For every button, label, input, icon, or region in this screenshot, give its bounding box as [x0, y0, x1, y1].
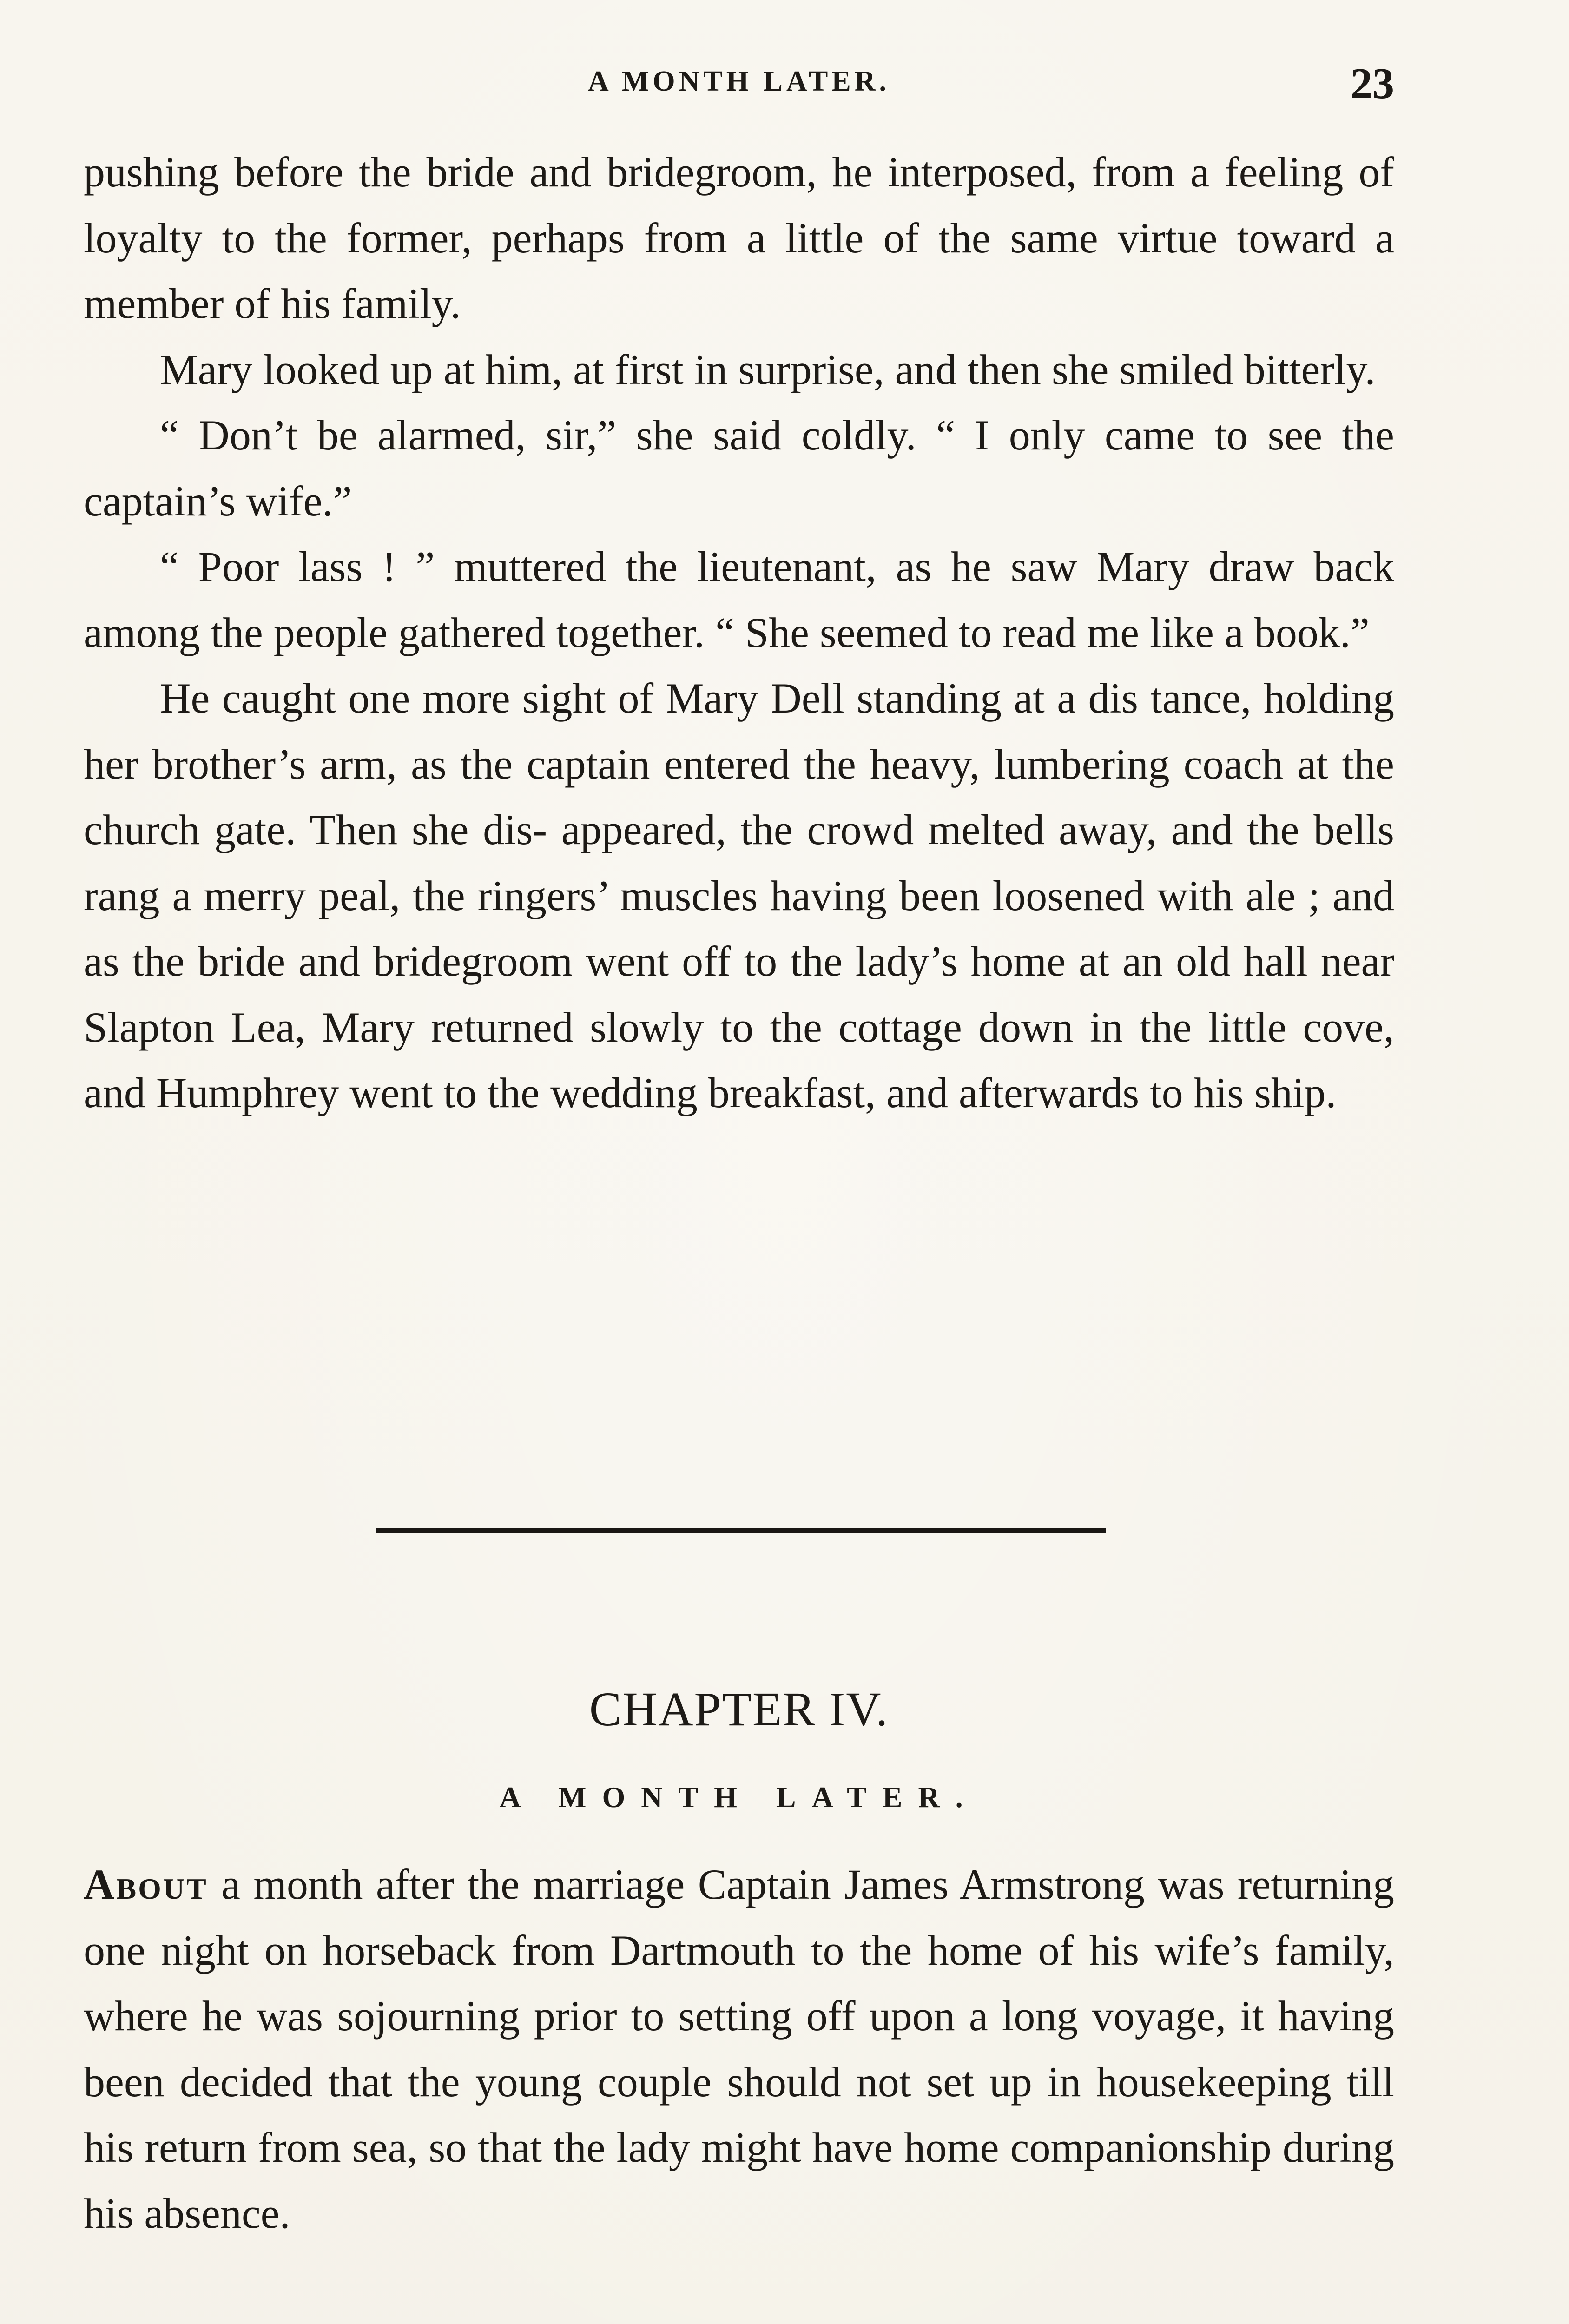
running-head	[84, 59, 1394, 110]
paragraph-5: He caught one more sight of Mary Dell standing at a dis tance, holding her brother’s arm, as the captain entered the heavy, lumbering coach at the church gate. Then she dis- appeared, the crowd melted away, and the bells rang a merry peal, the ringers’ muscles having been loosened with ale ; and as the bride and bridegroom went off to the lady’s home at an old hall near Slapton Lea, Mary returned slowly to the cottage down in the little cove, and Humphrey went to the wedding breakfast, and afterwards to his ship.	[84, 674, 1394, 1116]
paragraph-4: “ Poor lass ! ” muttered the lieutenant, as he saw Mary draw back among the people gathered together. “ She seemed to read me like a book.”	[84, 543, 1394, 656]
section-divider-rule	[376, 1528, 1106, 1533]
body-text	[84, 139, 1394, 1126]
paragraph-1: pushing before the bride and bridegroom, he interposed, from a feeling of loyalty to the former, perhaps from a little of the same virtue toward a member of his family.	[84, 148, 1394, 327]
page-number: 23	[1351, 59, 1394, 108]
running-title: A MONTH LATER.	[588, 66, 890, 97]
paragraph-3: “ Don’t be alarmed, sir,” she said coldly. “ I only came to see the captain’s wife.”	[84, 411, 1394, 525]
chapter-opening-text: a month after the marriage Captain James Armstrong was returning one night on horseback from Dartmouth to the home of his wife’s family, where he was sojourning prior to setting off upon a long voyage, it having been decided that the young couple should not set up in housekeeping till his return from sea, so that the lady might have home companionship during his absence.	[84, 1861, 1394, 2237]
chapter-subtitle: A MONTH LATER.	[499, 1781, 979, 1814]
chapter-opening-word: About	[84, 1861, 208, 1908]
chapter-title: CHAPTER IV.	[589, 1683, 889, 1736]
paragraph-2: Mary looked up at him, at first in surprise, and then she smiled bitterly.	[160, 345, 1376, 393]
chapter-opening-paragraph	[84, 1852, 1394, 2246]
chapter-body-text	[84, 1852, 1394, 2246]
